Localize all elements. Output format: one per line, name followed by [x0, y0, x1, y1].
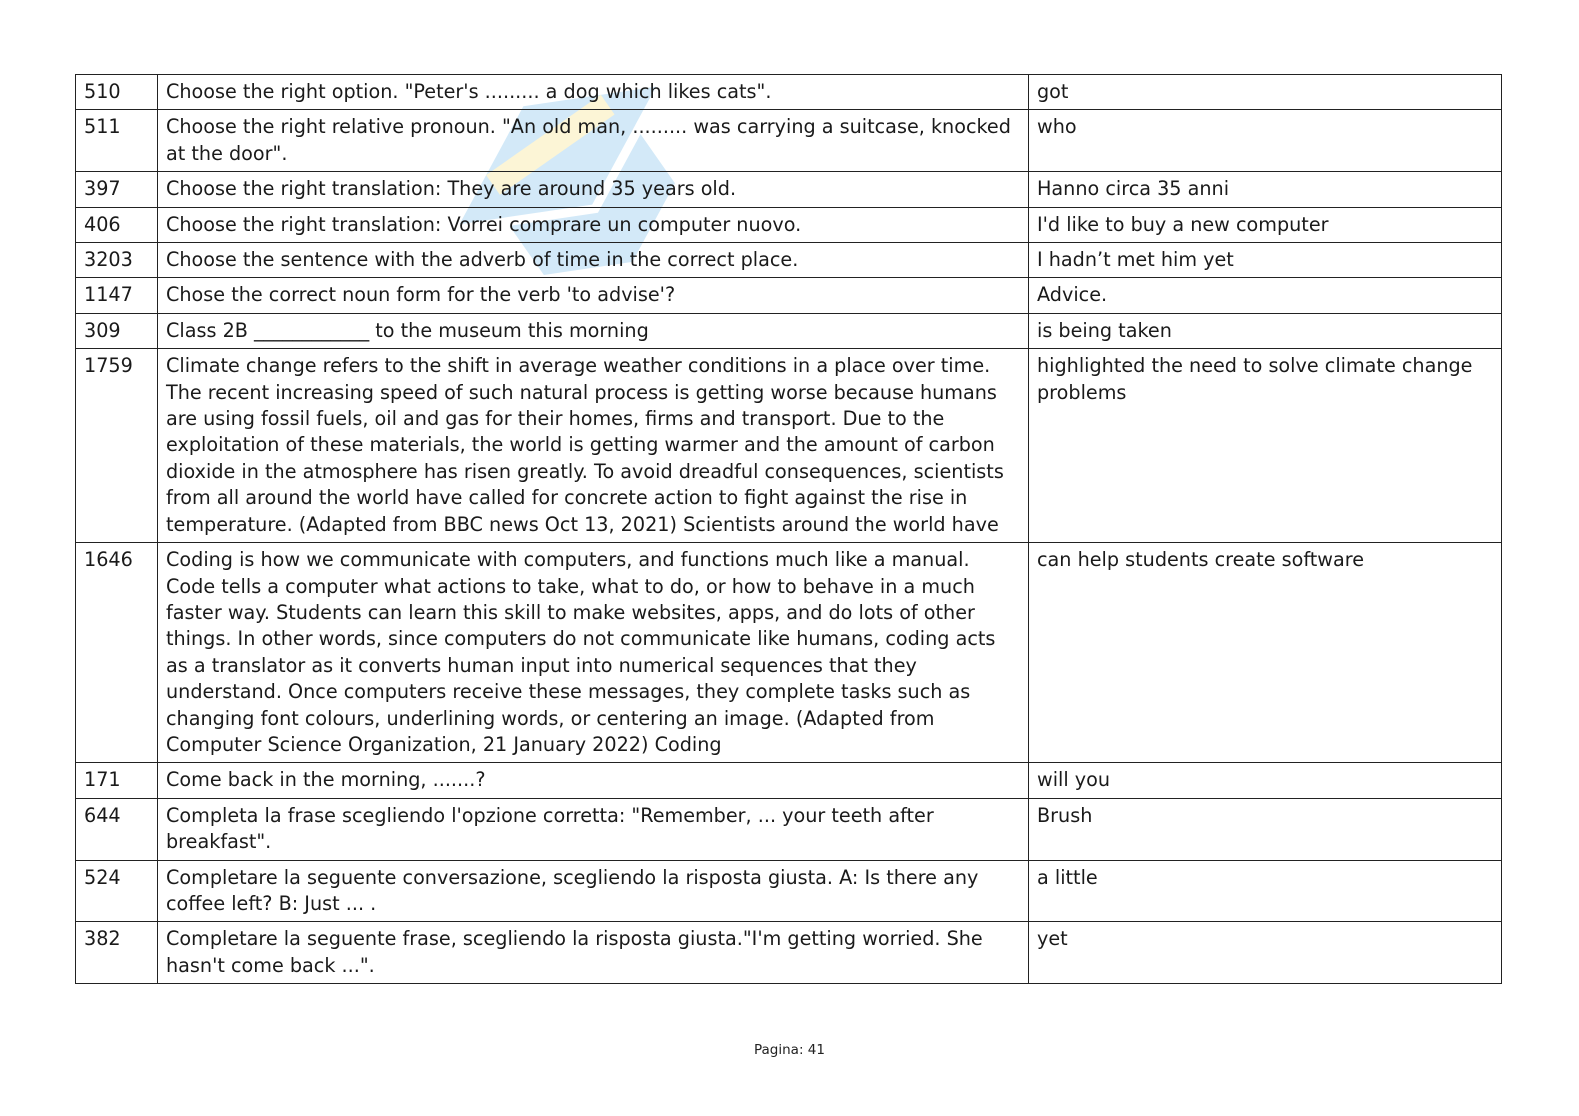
table-row	[76, 313, 1502, 348]
table-row	[76, 110, 1502, 172]
question-text: Choose the right translation: They are around 35 years old.	[158, 172, 1029, 207]
answer-text: who	[1029, 110, 1502, 172]
table-row	[76, 798, 1502, 860]
question-text: Choose the sentence with the adverb of time in the correct place.	[158, 243, 1029, 278]
question-id: 397	[76, 172, 158, 207]
answer-text: will you	[1029, 763, 1502, 798]
answer-text: is being taken	[1029, 313, 1502, 348]
table-row	[76, 349, 1502, 543]
table-row	[76, 243, 1502, 278]
question-id: 644	[76, 798, 158, 860]
question-id: 510	[76, 75, 158, 110]
table-row	[76, 75, 1502, 110]
questions-table	[75, 74, 1502, 984]
answer-text: Brush	[1029, 798, 1502, 860]
answer-text: a little	[1029, 860, 1502, 922]
answer-text: I hadn’t met him yet	[1029, 243, 1502, 278]
answer-text: I'd like to buy a new computer	[1029, 207, 1502, 242]
table-row	[76, 207, 1502, 242]
table-row	[76, 763, 1502, 798]
question-id: 309	[76, 313, 158, 348]
question-text: Choose the right option. "Peter's ......... a dog which likes cats".	[158, 75, 1029, 110]
question-text: Come back in the morning, .......?	[158, 763, 1029, 798]
question-id: 1759	[76, 349, 158, 543]
question-text: Chose the correct noun form for the verb 'to advise'?	[158, 278, 1029, 313]
answer-text: Hanno circa 35 anni	[1029, 172, 1502, 207]
table-row	[76, 922, 1502, 984]
answer-text: Advice.	[1029, 278, 1502, 313]
table-row	[76, 172, 1502, 207]
answer-text: highlighted the need to solve climate change problems	[1029, 349, 1502, 543]
question-id: 511	[76, 110, 158, 172]
table-row	[76, 860, 1502, 922]
answer-text: got	[1029, 75, 1502, 110]
question-id: 171	[76, 763, 158, 798]
question-text: Completa la frase scegliendo l'opzione corretta: "Remember, ... your teeth after breakfast".	[158, 798, 1029, 860]
question-text: Climate change refers to the shift in average weather conditions in a place over time. The recent increasing speed of such natural process is getting worse because humans are using fossil fuels, oil and gas for their homes, firms and transport. Due to the exploitation of these materials, the world is getting warmer and the amount of carbon dioxide in the atmosphere has risen greatly. To avoid dreadful consequences, scientists from all around the world have called for concrete action to fight against the rise in temperature. (Adapted from BBC news Oct 13, 2021) Scientists around the world have	[158, 349, 1029, 543]
question-id: 524	[76, 860, 158, 922]
question-id: 1147	[76, 278, 158, 313]
page-number: Pagina: 41	[754, 1042, 825, 1058]
table-row	[76, 278, 1502, 313]
answer-text: yet	[1029, 922, 1502, 984]
question-text: Choose the right relative pronoun. "An old man, ......... was carrying a suitcase, knocked at the door".	[158, 110, 1029, 172]
question-id: 3203	[76, 243, 158, 278]
answer-text: can help students create software	[1029, 543, 1502, 763]
table-row	[76, 543, 1502, 763]
question-id: 406	[76, 207, 158, 242]
question-id: 382	[76, 922, 158, 984]
question-text: Completare la seguente conversazione, scegliendo la risposta giusta. A: Is there any coffee left? B: Just ... .	[158, 860, 1029, 922]
question-text: Coding is how we communicate with computers, and functions much like a manual. Code tells a computer what actions to take, what to do, or how to behave in a much faster way. Students can learn this skill to make websites, apps, and do lots of other things. In other words, since computers do not communicate like humans, coding acts as a translator as it converts human input into numerical sequences that they understand. Once computers receive these messages, they complete tasks such as changing font colours, underlining words, or centering an image. (Adapted from Computer Science Organization, 21 January 2022) Coding	[158, 543, 1029, 763]
question-text: Class 2B ____________ to the museum this morning	[158, 313, 1029, 348]
question-text: Completare la seguente frase, scegliendo la risposta giusta."I'm getting worried. She hasn't come back ...".	[158, 922, 1029, 984]
question-text: Choose the right translation: Vorrei comprare un computer nuovo.	[158, 207, 1029, 242]
question-id: 1646	[76, 543, 158, 763]
